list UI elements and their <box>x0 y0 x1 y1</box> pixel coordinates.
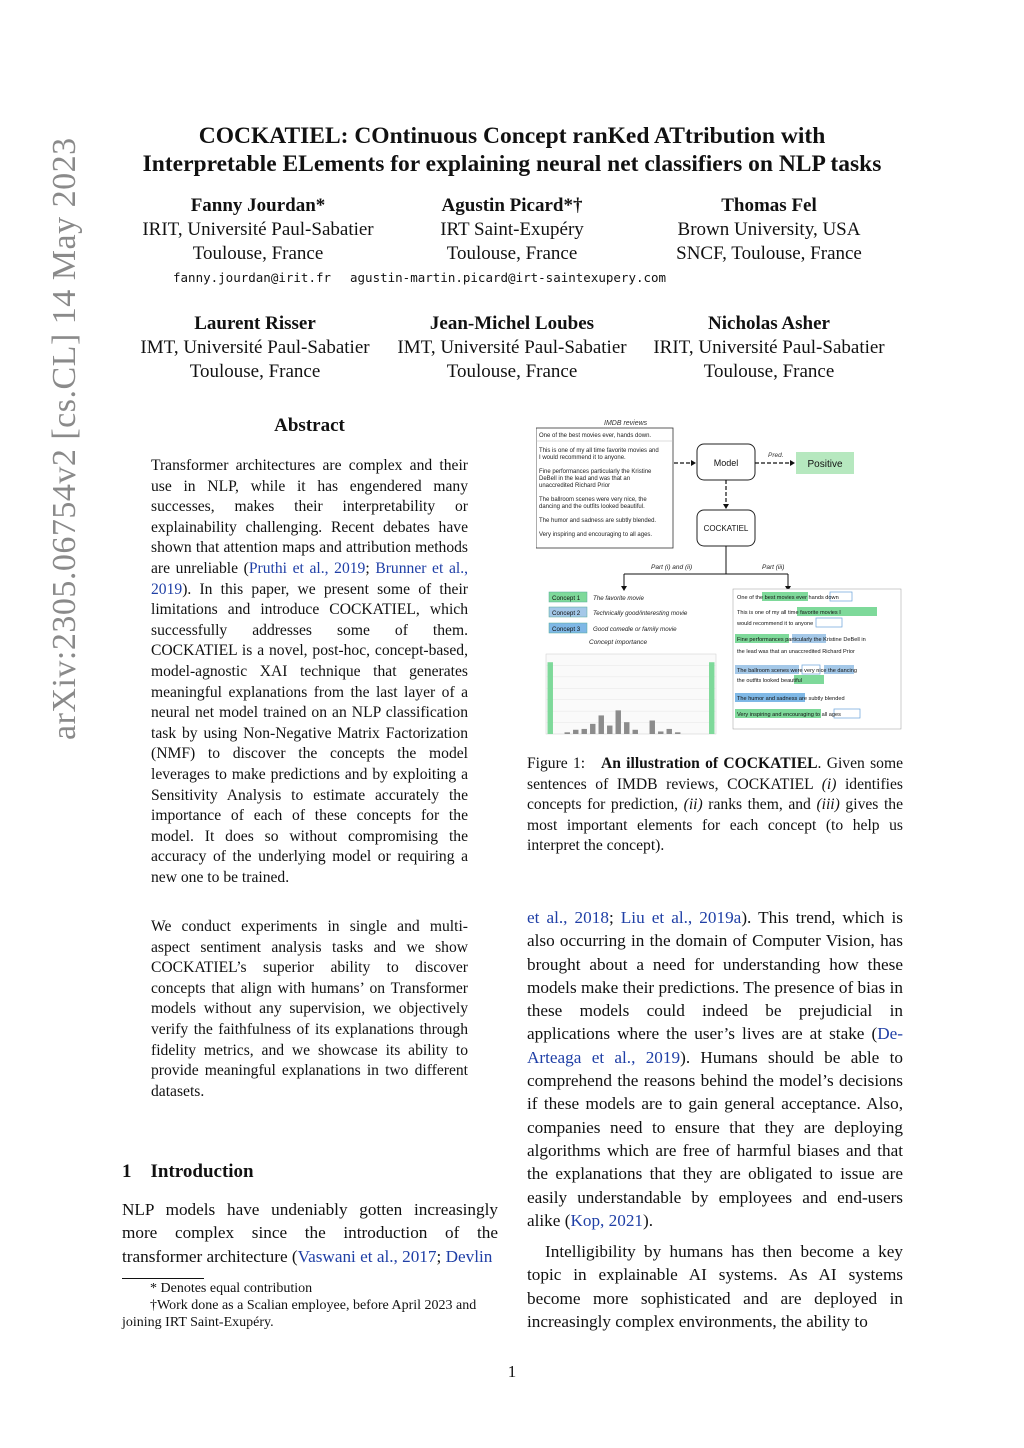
review-line: The ballroom scenes were very nice, the <box>539 497 647 503</box>
footnote-1: * Denotes equal contribution <box>150 1281 313 1296</box>
abstract-paragraph-2 <box>151 917 468 1102</box>
chart-bar <box>675 732 680 734</box>
review-line: DeBell in the lead and was that an <box>539 476 631 482</box>
review-line: One of the best movies ever, hands down. <box>539 433 652 439</box>
author-location: Toulouse, France <box>703 361 835 382</box>
concept-2-desc: Technically good/interesting movie <box>593 610 688 617</box>
citation-link[interactable]: Devlin <box>445 1246 493 1266</box>
caption-text: . Given some sentences of IMDB reviews, COCKATIEL <box>527 755 903 793</box>
explanation-line: the outfits looked beautiful <box>737 678 802 684</box>
abstract-text: ). In this paper, we present some of their limitations and introduce COCKATIEL, which successfully addresses some of them. COCKATIEL is a novel, post-hoc, concept-based, model-agnostic XAI technique that generates meaningful explanations from the last layer of a neural net model trained on an NLP classification task by using Non-Negative Matrix Factorization (NMF) to discover the concepts the model leverages to make predictions and by exploiting a Sensitivity Analysis to estimate accurately the importance of each of these concepts for the model. It does so without compromising the accuracy of the underlying model or requiring a new one to be trained. <box>151 580 468 886</box>
abstract-text: We conduct experiments in single and multi-aspect sentiment analysis tasks and we show COCKATIEL’s superior ability to discover concepts that align with humans’ on Transformer models without any supervision, we objectively verify the faithfulness of its explanations through fidelity metrics, and we showcase its ability to provide meaningful explanations in two different datasets. <box>151 918 468 1100</box>
arrow-head <box>790 460 795 466</box>
chart-bar <box>650 720 655 734</box>
title-line-1: COCKATIEL: COntinuous Concept ranKed ATtribution with <box>198 123 826 149</box>
right-paragraph-1 <box>527 906 903 1232</box>
author-affiliation: IRIT, Université Paul-Sabatier <box>142 219 374 240</box>
body-text: ). <box>643 1210 654 1230</box>
author-location: Toulouse, France <box>446 243 578 264</box>
author-name: Agustin Picard*† <box>441 195 583 216</box>
footnote-2: †Work done as a Scalian employee, before April 2023 and joining IRT Saint-Exupéry. <box>122 1298 477 1330</box>
author-location: SNCF, Toulouse, France <box>676 243 862 264</box>
email-fanny[interactable]: fanny.jourdan@irit.fr <box>173 270 332 285</box>
arrow-head <box>621 586 627 591</box>
author-block <box>105 312 405 384</box>
cockatiel-label: COCKATIEL <box>703 524 749 533</box>
reviews-title: IMDB reviews <box>604 420 648 427</box>
explanation-line: The humor and sadness are subtly blended <box>737 696 845 702</box>
author-name: Laurent Risser <box>194 313 316 334</box>
author-location: Toulouse, France <box>446 361 578 382</box>
caption-italic: (iii) <box>816 796 840 814</box>
body-text: ). This trend, which is also occurring in the domain of Computer Vision, has brought about a need for understanding how these models make their predictions. The presence of bias in these models could indeed be prejudicial in applications where the user’s lives are at stake ( <box>527 908 903 1044</box>
citation-link[interactable]: Kop, 2021 <box>570 1210 644 1230</box>
section-heading-introduction: 1 Introduction <box>122 1161 254 1182</box>
concept-1-desc: The favorite movie <box>593 595 644 602</box>
review-line: Fine performances particularly the Kristine <box>539 469 652 475</box>
abstract-paragraph-1 <box>151 456 468 888</box>
figure-caption <box>527 754 903 857</box>
arrow-head <box>691 460 696 466</box>
explanation-line: the lead was that an unaccredited Richard Prior <box>737 649 855 655</box>
explanation-line: Very inspiring and encouraging to all ages <box>737 712 841 718</box>
body-text: ). Humans should be able to comprehend the reasons behind the model’s decisions if these models are to gain general acceptance. Also, companies need to ensure that they are deploying algorithms which are free of harmful biases and that the explanations that they are obligated to issue are easily understandable by employees and end-users alike ( <box>527 1047 903 1230</box>
caption-text: ranks them, and <box>702 796 817 814</box>
footnotes <box>122 1280 502 1331</box>
author-affiliation: IMT, Université Paul-Sabatier <box>397 337 627 358</box>
caption-italic: (ii) <box>683 796 703 814</box>
email-agustin[interactable]: agustin-martin.picard@irt-saintexupery.com <box>350 270 667 285</box>
intro-paragraph <box>122 1198 498 1268</box>
concept-importance-chart <box>546 654 716 734</box>
citation-link[interactable]: De-Arteaga et al., 2019 <box>527 1024 903 1067</box>
author-name: Fanny Jourdan* <box>190 195 326 216</box>
arrow-head <box>723 504 729 509</box>
review-line: I would recommend it to anyone. <box>539 455 626 461</box>
page-number: 1 <box>507 1362 517 1381</box>
citation-link[interactable]: et al., 2018 <box>527 908 609 927</box>
caption-italic: (i) <box>821 775 837 793</box>
review-line: The humor and sadness are subtly blended. <box>539 518 657 524</box>
citation-separator: ; <box>436 1246 446 1266</box>
review-line: This is one of my all time favorite movies and <box>539 448 659 454</box>
author-block <box>362 312 662 384</box>
part-iii-label: Part (iii) <box>762 564 785 571</box>
chart-bar <box>616 710 621 734</box>
chart-bar <box>599 715 604 734</box>
review-line: dancing and the outfits looked beautiful. <box>539 504 645 510</box>
caption-prefix: Figure 1: <box>527 755 601 772</box>
chart-bar <box>633 730 638 734</box>
citation-separator: ; <box>608 908 621 927</box>
author-block <box>362 194 662 266</box>
citation-separator: ; <box>365 559 376 577</box>
citation-link[interactable]: Brunner et al., 2019 <box>151 559 468 598</box>
pred-label: Pred. <box>768 452 784 459</box>
author-location: Toulouse, France <box>189 361 321 382</box>
chart-plot-area <box>546 654 716 734</box>
author-name: Thomas Fel <box>721 195 817 216</box>
author-affiliation: Brown University, USA <box>677 219 861 240</box>
explanation-line: Fine performances particularly the Kristine DeBell in <box>737 637 866 643</box>
citation-link[interactable]: Pruthi et al., 2019 <box>248 559 366 577</box>
arxiv-sidebar-id[interactable]: arXiv:2305.06754v2 [cs.CL] 14 May 2023 <box>46 137 83 740</box>
footnote-rule <box>122 1278 204 1279</box>
author-location: Toulouse, France <box>192 243 324 264</box>
review-line: Very inspiring and encouraging to all ages. <box>539 532 653 538</box>
explanation-line: The ballroom scenes were very nice the dancing <box>737 668 858 674</box>
title-line-2: Interpretable ELements for explaining neural net classifiers on NLP tasks <box>142 151 882 177</box>
highlight <box>816 618 842 627</box>
positive-label: Positive <box>807 459 843 470</box>
chart-bar <box>548 662 553 734</box>
author-affiliation: IMT, Université Paul-Sabatier <box>140 337 370 358</box>
concept-2-label: Concept 2 <box>552 610 581 617</box>
abstract-text: Transformer architectures are complex and their use in NLP, while it has engendered many successes, makes their interpretability or explainability challenging. Recent debates have shown that attention maps and attribution methods are unreliable ( <box>151 457 468 577</box>
importance-title: Concept importance <box>589 639 648 646</box>
caption-bold: An illustration of COCKATIEL <box>600 755 818 772</box>
caption-text: gives the most important elements for each concept (to help us interpret the concept). <box>527 796 903 855</box>
author-name: Nicholas Asher <box>708 313 830 334</box>
chart-bar <box>582 729 587 734</box>
body-text: Intelligibility by humans has then become a key topic in explainable AI systems. As AI systems become more sophisticated and are deployed in increasingly complex environments, the ability to <box>527 1242 903 1331</box>
chart-bar <box>667 729 672 734</box>
citation-link[interactable]: Liu et al., 2019a <box>620 908 742 927</box>
author-name: Jean-Michel Loubes <box>429 313 595 334</box>
chart-bar <box>573 730 578 734</box>
explanation-line: This is one of my all time favorite movies I <box>737 610 841 616</box>
intro-text: NLP models have undeniably gotten increasingly more complex since the introduction of the transformer architecture ( <box>122 1200 498 1266</box>
chart-bar <box>565 732 570 734</box>
figure-cockatiel-illustration <box>536 416 906 736</box>
author-block <box>619 312 919 384</box>
author-affiliation: IRIT, Université Paul-Sabatier <box>653 337 885 358</box>
paper-title <box>0 122 1024 178</box>
caption-text: identifies concepts for prediction, <box>527 775 903 814</box>
right-paragraph-2 <box>527 1240 903 1333</box>
citation-link[interactable]: Vaswani et al., 2017 <box>297 1246 437 1266</box>
abstract-heading: Abstract <box>274 415 345 436</box>
chart-bar <box>624 722 629 734</box>
review-line: unaccredited Richard Prior <box>539 483 611 489</box>
explanation-line: One of the best movies ever hands down <box>737 595 839 601</box>
chart-bar <box>709 662 714 734</box>
chart-bar <box>590 724 595 734</box>
explanation-line: would recommend it to anyone <box>737 621 814 627</box>
concept-3-label: Concept 3 <box>552 626 581 633</box>
concept-1-label: Concept 1 <box>552 595 581 602</box>
model-label: Model <box>713 458 739 468</box>
chart-bar <box>607 726 612 734</box>
author-affiliation: IRT Saint-Exupéry <box>440 219 584 240</box>
part-i-ii-label: Part (i) and (ii) <box>651 564 693 571</box>
chart-bar <box>658 731 663 734</box>
concept-3-desc: Good comedie or family movie <box>593 626 677 633</box>
author-block <box>619 194 919 266</box>
